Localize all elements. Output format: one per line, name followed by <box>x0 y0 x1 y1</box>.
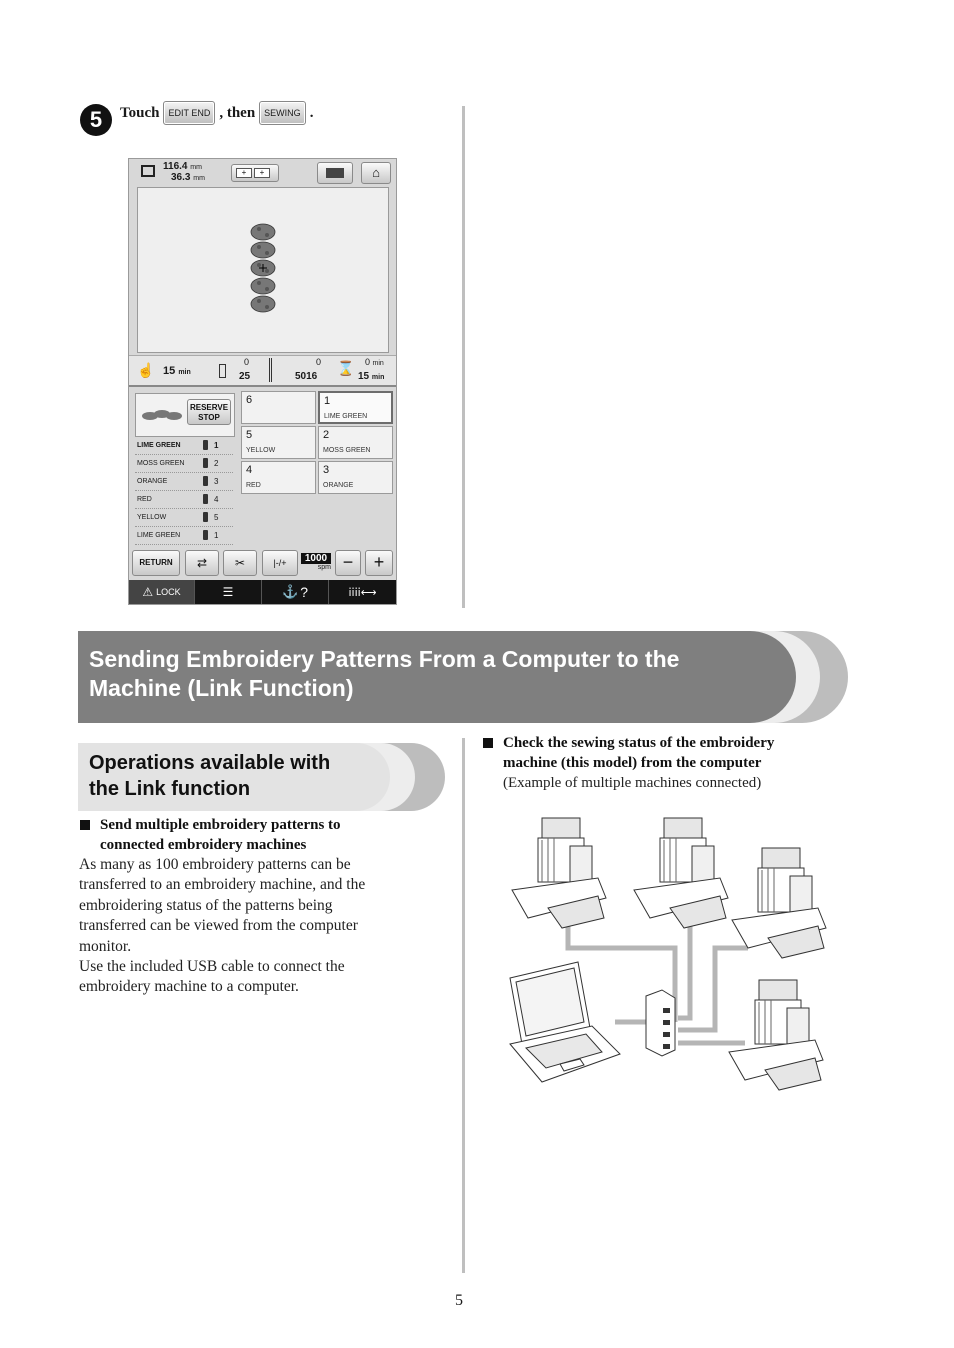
pattern-height: 36.3 mm <box>171 172 205 183</box>
size-icon <box>141 165 155 177</box>
color-sequence-item: LIME GREEN 1 <box>135 437 233 455</box>
needle-cell[interactable]: 2 MOSS GREEN <box>318 426 393 459</box>
step-instruction <box>120 101 313 125</box>
return-button[interactable]: RETURN <box>132 550 180 576</box>
frame-display-button[interactable]: + + <box>231 164 279 182</box>
needle-cell-selected[interactable]: 1 LIME GREEN <box>318 391 393 424</box>
scissors-icon: ✂ <box>234 556 246 570</box>
needle-cell[interactable]: 5 YELLOW <box>241 426 316 459</box>
sewing-status-bar <box>129 355 396 387</box>
lock-button[interactable]: ⚠ LOCK <box>129 580 195 604</box>
embroidery-machine-icon <box>512 818 606 928</box>
stitch-total: 5016 <box>295 371 318 382</box>
right-note: (Example of multiple machines connected) <box>503 775 762 791</box>
color-sort-button[interactable] <box>185 550 219 576</box>
bullet-square <box>80 820 90 830</box>
left-heading: Send multiple embroidery patterns to connected embroidery machines <box>100 817 341 853</box>
stitch-current: 0 <box>316 357 322 367</box>
right-heading: Check the sewing status of the embroidery machine (this model) from the computer <box>503 735 775 771</box>
thread-trim-button[interactable] <box>223 550 257 576</box>
screen-top-bar <box>129 159 396 187</box>
machine-screen <box>128 158 397 605</box>
spool-icon <box>219 364 226 378</box>
column-divider-bottom <box>462 738 465 1273</box>
time-until-stop: 15 min <box>163 365 191 377</box>
step-text-touch: Touch <box>120 104 160 121</box>
help-icon: ⚓ <box>282 584 299 599</box>
needle-cell[interactable]: 6 <box>241 391 316 424</box>
speed-down-button[interactable]: − <box>335 550 361 576</box>
bullet-square <box>483 738 493 748</box>
color-sequence-item: RED 4 <box>135 491 233 509</box>
speed-display: 1000 spm <box>301 553 331 573</box>
color-current: 0 <box>244 357 250 367</box>
hourglass-icon: ⌛ <box>337 360 355 376</box>
color-total: 25 <box>239 371 251 382</box>
stitch-forward-back-button[interactable] <box>262 550 298 576</box>
hand-icon: ☝ <box>137 362 155 378</box>
home-icon: ⌂ <box>372 165 380 180</box>
time-current: 0 min <box>365 357 384 367</box>
pattern-preview <box>137 187 389 353</box>
step-text-then: , then <box>219 104 256 121</box>
needle-cell[interactable]: 4 RED <box>241 461 316 494</box>
embroidery-machine-icon <box>732 848 826 958</box>
subheading-title: Operations available with the Link function <box>89 752 331 800</box>
help-button[interactable]: ⚓ ? <box>262 580 329 604</box>
color-sequence-item: ORANGE 3 <box>135 473 233 491</box>
home-button[interactable] <box>361 162 391 184</box>
settings-button[interactable] <box>195 580 262 604</box>
pattern-width: 116.4 mm <box>163 161 202 172</box>
edit-end-key: EDIT END <box>163 101 215 125</box>
screen-bottom-bar <box>129 580 396 604</box>
needle-cell[interactable]: 3 ORANGE <box>318 461 393 494</box>
needle-bar-move-button[interactable] <box>329 580 396 604</box>
color-sequence-item: YELLOW 5 <box>135 509 233 527</box>
list-icon: ☰ <box>222 585 234 599</box>
link-diagram <box>500 800 830 1095</box>
color-sequence-item: LIME GREEN 1 <box>135 527 233 545</box>
needle-plus-minus-icon: |-/+ <box>273 558 287 568</box>
embroidery-mode-button[interactable] <box>317 162 353 184</box>
needle-bar-icon: ⅰⅰⅰⅰ⟷ <box>348 586 377 599</box>
step-number: 5 <box>80 104 112 136</box>
needle-icon <box>269 358 272 382</box>
reserve-stop-button[interactable]: RESERVE STOP <box>187 399 231 425</box>
embroidery-pattern-icon <box>138 188 388 352</box>
section-title: Sending Embroidery Patterns From a Computer to the Machine (Link Function) <box>89 646 680 701</box>
laptop-computer-icon <box>510 962 620 1082</box>
speed-up-button[interactable]: + <box>365 550 393 576</box>
embroidery-machine-icon <box>729 980 823 1090</box>
usb-hub-icon <box>646 990 675 1056</box>
step-text-end: . <box>309 104 314 121</box>
warning-icon: ⚠ <box>142 585 154 599</box>
column-divider-top <box>462 106 465 608</box>
color-sort-icon: ⇄ <box>196 556 208 570</box>
color-sequence-item: MOSS GREEN 2 <box>135 455 233 473</box>
page-number: 5 <box>455 1292 463 1309</box>
sewing-key: SEWING <box>259 101 306 125</box>
embroidery-machine-icon <box>634 818 728 928</box>
time-total: 15 min <box>358 371 385 382</box>
left-paragraph: As many as 100 embroidery patterns can be transferred to an embroidery machine, and the embroidering status of the patterns being transferred can be viewed from the computer monitor. Use the included USB cable to connect the embroidery machine to a computer. <box>79 856 366 996</box>
